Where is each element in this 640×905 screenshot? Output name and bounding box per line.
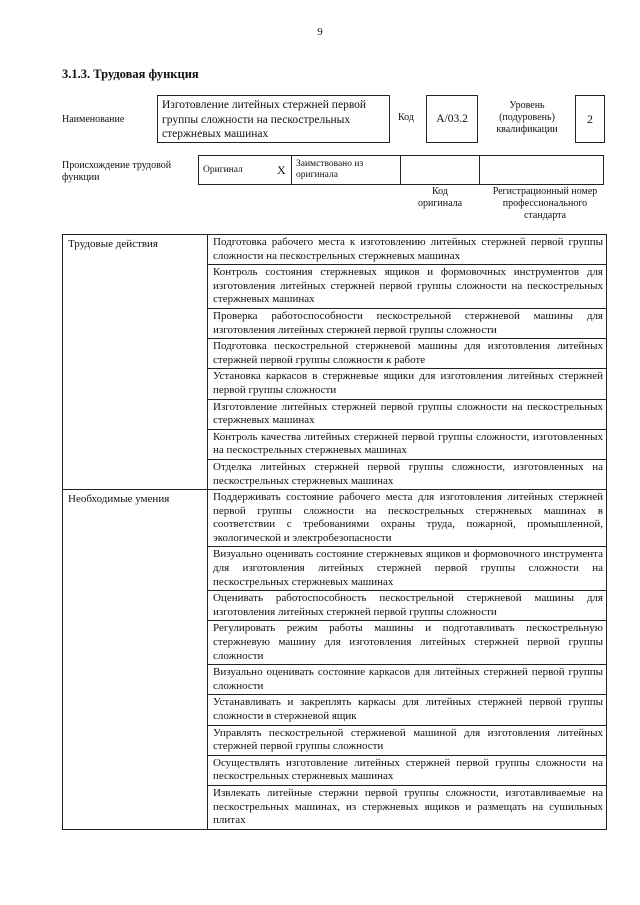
list-item: Извлекать литейные стержни первой группы сложности, изготавливаемые на пескострельных машинах, из стержневых ящиков и размещать на сушильных плитах (208, 785, 607, 829)
list-item: Осуществлять изготовление литейных стержней первой группы сложности на пескострельных стержневых машинах (208, 755, 607, 785)
list-item: Проверка работоспособности пескострельной стержневой машины для изготовления литейных стержней первой группы сложности (208, 308, 607, 338)
list-item: Установка каркасов в стержневые ящики для изготовления литейных стержней первой группы сложности (208, 369, 607, 399)
category-label: Необходимые умения (63, 490, 208, 830)
list-item: Визуально оценивать состояние стержневых ящиков и формовочного инструмента для изготовления литейных стержней первой группы сложности на пескострельных стержневых машинах (208, 547, 607, 591)
original-label: Оригинал (199, 156, 274, 185)
original-mark: X (273, 156, 292, 185)
list-item: Контроль качества литейных стержней первой группы сложности, изготовленных на пескострельных стержневых машинах (208, 429, 607, 459)
category-label: Трудовые действия (63, 235, 208, 490)
origin-table (198, 155, 604, 185)
table-row (63, 235, 607, 265)
list-item: Устанавливать и закреплять каркасы для литейных стержней первой группы сложности в стержневой ящик (208, 695, 607, 725)
list-item: Управлять пескострельной стержневой машиной для изготовления литейных стержней первой группы сложности (208, 725, 607, 755)
list-item: Оценивать работоспособность пескострельной стержневой машины для изготовления литейных стержней первой группы сложности (208, 591, 607, 621)
list-item: Подготовка рабочего места к изготовлению литейных стержней первой группы сложности на пескострельных стержневых машинах (208, 235, 607, 265)
list-item: Изготовление литейных стержней первой группы сложности на пескострельных стержневых машинах (208, 399, 607, 429)
reg-number-cell (480, 156, 604, 185)
function-name-value: Изготовление литейных стержней первой группы сложности на пескострельных стержневых машинах (157, 95, 390, 143)
level-label: Уровень (подуровень) квалификации (496, 100, 558, 135)
list-item: Регулировать режим работы машины и подготавливать пескострельную стержневую машину для изготовления литейных стержней первой группы сложности (208, 621, 607, 665)
origin-code-cell (401, 156, 480, 185)
section-title: 3.1.3. Трудовая функция (62, 67, 199, 81)
code-label: Код (398, 112, 414, 123)
list-item: Отделка литейных стержней первой группы сложности, изготовленных на пескострельных стержневых машинах (208, 459, 607, 489)
list-item: Подготовка пескострельной стержневой машины для изготовления литейных стержней первой группы сложности к работе (208, 339, 607, 369)
list-item: Визуально оценивать состояние каркасов для литейных стержней первой группы сложности (208, 665, 607, 695)
reg-caption: Регистрационный номер профессионального стандарта (492, 186, 598, 221)
code-caption: Код оригинала (417, 186, 463, 209)
level-value: 2 (575, 95, 605, 143)
list-item: Контроль состояния стержневых ящиков и формовочных инструментов для изготовления литейных стержней первой группы сложности на пескострельных стержневых машинах (208, 265, 607, 309)
page-number: 9 (317, 26, 323, 38)
code-value: А/03.2 (426, 95, 478, 143)
name-label: Наименование (62, 114, 125, 125)
functions-table (62, 234, 607, 830)
table-row (63, 490, 607, 547)
list-item: Поддерживать состояние рабочего места для изготовления литейных стержней первой группы сложности на пескострельных стержневых машинах в соответствии с требованиями охраны труда, пожарной, промышленной, экологической и электробезопасности (208, 490, 607, 547)
borrowed-label: Заимствовано из оригинала (292, 156, 401, 185)
origin-label: Происхождение трудовой функции (62, 160, 172, 183)
